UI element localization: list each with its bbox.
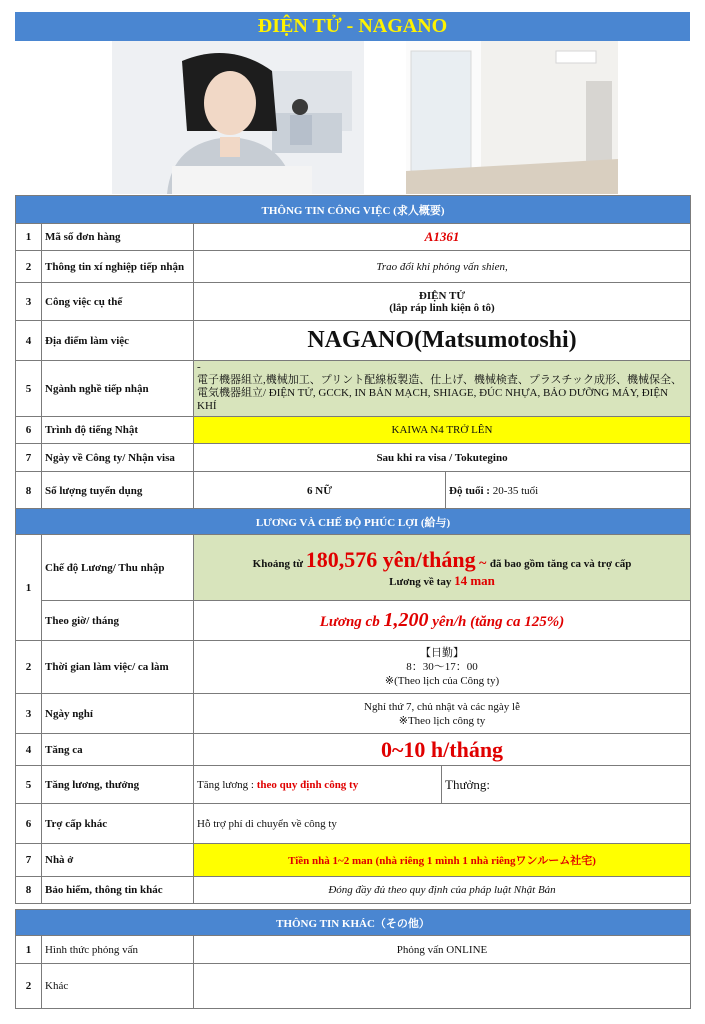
work-hours-line2: 8：30～17：00 — [406, 661, 478, 673]
age-range — [446, 472, 691, 510]
interview-label: Hình thức phỏng vấn — [42, 936, 194, 964]
order-code-value: A1361 — [194, 224, 691, 251]
salary-table — [15, 508, 691, 904]
row-number: 6 — [16, 804, 42, 844]
job-detail-line1: ĐIỆN TỬ — [418, 289, 466, 302]
days-off-label: Ngày nghỉ — [42, 694, 194, 734]
work-location-label: Địa điểm làm việc — [42, 321, 194, 361]
row-number: 6 — [16, 417, 42, 444]
visa-date-value: Sau khi ra visa / Tokutegino — [194, 444, 691, 472]
insurance-label: Bảo hiểm, thông tin khác — [42, 877, 194, 904]
company-info-value: Trao đổi khi phỏng vấn shien, — [194, 251, 691, 283]
job-info-header: THÔNG TIN CÔNG VIỆC (求人概要) — [16, 196, 691, 224]
housing-label: Nhà ở — [42, 844, 194, 877]
row-number: 7 — [16, 444, 42, 472]
insurance-value: Đóng đầy đủ theo quy định của pháp luật Nhật Bản — [194, 877, 691, 904]
row-number: 8 — [16, 472, 42, 510]
hourly-value — [194, 601, 691, 641]
allowance-value: Hỗ trợ phí di chuyển về công ty — [194, 804, 691, 844]
salary-amount: 180,576 yên/tháng — [305, 546, 476, 572]
raise-bonus-label: Tăng lương, thưởng — [42, 766, 194, 804]
headcount-value: 6 NỮ — [194, 472, 446, 510]
row-number: 5 — [16, 361, 42, 417]
row-number: 1 — [16, 936, 42, 964]
accepted-fields-value — [194, 361, 691, 417]
job-detail-label: Công việc cụ thể — [42, 283, 194, 321]
row-number: 5 — [16, 766, 42, 804]
hourly-label: Theo giờ/ tháng — [42, 601, 194, 641]
job-detail-line2: (lắp ráp linh kiện ô tô) — [389, 301, 495, 314]
company-info-label: Thông tin xí nghiệp tiếp nhận — [42, 251, 194, 283]
row-number: 2 — [16, 641, 42, 694]
job-detail-value — [194, 283, 691, 321]
days-off-value — [194, 694, 691, 734]
allowance-label: Trợ cấp khác — [42, 804, 194, 844]
headcount-label: Số lượng tuyển dụng — [42, 472, 194, 510]
row-number: 3 — [16, 283, 42, 321]
hourly-amount: 1,200 — [383, 609, 429, 631]
other-value — [194, 964, 691, 1009]
salary-tilde: ~ — [475, 555, 490, 571]
salary-header: LƯƠNG VÀ CHẾ ĐỘ PHÚC LỢI (給与) — [16, 509, 691, 535]
housing-value: Tiền nhà 1~2 man (nhà riêng 1 mình 1 nhà riêngワンルーム社宅) — [194, 844, 691, 877]
interview-value: Phỏng vấn ONLINE — [194, 936, 691, 964]
factory-worker-photo — [112, 41, 364, 194]
age-value: 20-35 tuổi — [489, 484, 539, 497]
row-number: 1 — [16, 535, 42, 641]
other-info-header: THÔNG TIN KHÁC（その他） — [16, 910, 691, 936]
room-photo — [406, 41, 618, 194]
other-label: Khác — [42, 964, 194, 1009]
other-info-table — [15, 909, 691, 1009]
row-number: 3 — [16, 694, 42, 734]
row-number: 7 — [16, 844, 42, 877]
work-hours-label: Thời gian làm việc/ ca làm — [42, 641, 194, 694]
work-hours-value — [194, 641, 691, 694]
work-hours-line1: 【日勤】 — [420, 647, 465, 659]
age-label: Độ tuổi : — [449, 484, 490, 497]
overtime-value: 0~10 h/tháng — [194, 734, 691, 766]
accepted-fields-text: 電子機器組立,機械加工、プリント配線板製造、仕上げ、機械検査、プラスチック成形、機械保全、電気機器組立/ ĐIỆN TỬ, GCCK, IN BẢN MẠCH, SHIAGE, ĐÚC NHỰA, BẢO DƯỠNG MÁY, ĐIỆN KHÍ — [197, 374, 682, 412]
hourly-suffix: yên/h (tăng ca 125%) — [428, 614, 565, 630]
hourly-prefix: Lương cb — [319, 614, 384, 630]
salary-value — [194, 535, 691, 601]
japanese-level-value: KAIWA N4 TRỞ LÊN — [194, 417, 691, 444]
accepted-fields-label: Ngành nghề tiếp nhận — [42, 361, 194, 417]
salary-label: Chế độ Lương/ Thu nhập — [42, 535, 194, 601]
work-location-value: NAGANO(Matsumotoshi) — [194, 321, 691, 361]
days-off-line2: ※Theo lịch công ty — [398, 714, 486, 727]
net-salary-label: Lương về tay — [389, 575, 455, 588]
japanese-level-label: Trình độ tiếng Nhật — [42, 417, 194, 444]
bonus-label: Thưởng: — [442, 766, 691, 804]
salary-suffix: đã bao gồm tăng ca và trợ cấp — [489, 557, 632, 570]
days-off-line1: Nghỉ thứ 7, chủ nhật và các ngày lễ — [364, 700, 520, 713]
row-number: 8 — [16, 877, 42, 904]
net-salary-value: 14 man — [454, 572, 495, 588]
row-number: 4 — [16, 734, 42, 766]
job-info-table — [15, 195, 691, 510]
raise-value — [194, 766, 442, 804]
row-number: 2 — [16, 251, 42, 283]
row-number: 2 — [16, 964, 42, 1009]
raise-label: Tăng lương : — [197, 778, 257, 791]
accepted-fields-dash: - — [197, 361, 201, 373]
row-number: 4 — [16, 321, 42, 361]
page-title: ĐIỆN TỬ - NAGANO — [15, 12, 690, 41]
header-photos — [0, 41, 705, 194]
work-hours-line3: ※(Theo lịch của Công ty) — [384, 675, 500, 687]
salary-prefix: Khoảng từ — [252, 557, 306, 570]
overtime-label: Tăng ca — [42, 734, 194, 766]
visa-date-label: Ngày về Công ty/ Nhận visa — [42, 444, 194, 472]
order-code-label: Mã số đơn hàng — [42, 224, 194, 251]
raise-policy: theo quy định công ty — [256, 778, 359, 791]
row-number: 1 — [16, 224, 42, 251]
